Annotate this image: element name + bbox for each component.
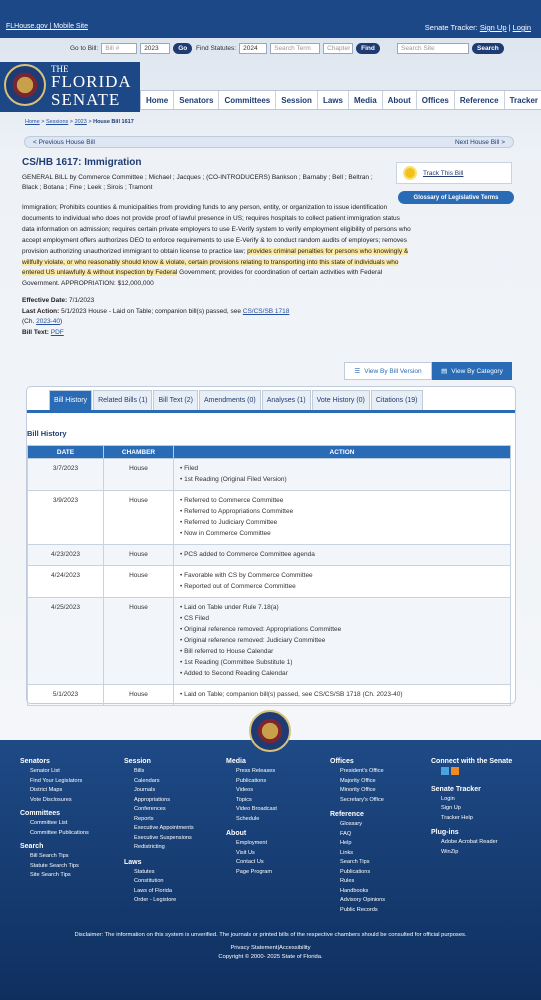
action-item: • Referred to Appropriations Committee — [180, 508, 294, 515]
footer-link[interactable]: Glossary — [340, 821, 363, 827]
footer-link[interactable]: Rules — [340, 878, 355, 884]
search-term-input[interactable]: Search Term — [270, 43, 320, 54]
tab-related-bills[interactable]: Related Bills (1) — [93, 390, 152, 410]
footer-link[interactable]: Public Records — [340, 906, 378, 913]
history-chamber: House — [104, 491, 174, 545]
footer-link[interactable]: Majority Office — [340, 777, 376, 784]
table-row — [28, 566, 511, 598]
nav-home[interactable]: Home — [141, 91, 174, 109]
history-date: 3/7/2023 — [28, 459, 104, 491]
chapter-law-link[interactable]: 2023-40 — [36, 318, 60, 326]
previous-bill-link[interactable]: < Previous House Bill — [33, 139, 95, 146]
nav-laws[interactable]: Laws — [318, 91, 349, 109]
table-row — [28, 598, 511, 685]
history-chamber: House — [104, 566, 174, 598]
site-search-input[interactable]: Search Site — [397, 43, 469, 54]
footer-link[interactable]: Schedule — [236, 815, 260, 822]
bill-tabs-panel — [26, 386, 516, 704]
view-by-version-button[interactable]: ☰ View By Bill Version — [344, 362, 432, 380]
footer-link[interactable]: Sign Up — [441, 805, 461, 811]
action-item: • Laid on Table; companion bill(s) passed, see CS/CS/SB 1718 (Ch. 2023-40) — [180, 691, 403, 698]
senate-seal-icon — [4, 64, 46, 106]
nav-about[interactable]: About — [383, 91, 417, 109]
footer-link[interactable]: Committee List — [30, 820, 68, 826]
breadcrumb: Home > Sessions > 2023 > House Bill 1617 — [25, 119, 134, 125]
footer-link[interactable]: Page Program — [236, 868, 273, 875]
table-header-row — [28, 446, 511, 459]
view-toggle — [344, 362, 512, 380]
privacy-link[interactable]: Privacy Statement|Accessibility — [230, 945, 311, 951]
footer-link[interactable]: President's Office — [340, 768, 384, 774]
page-title: CS/HB 1617: Immigration — [22, 157, 142, 168]
footer-link[interactable]: Order - Legistore — [134, 897, 177, 903]
main-page — [0, 38, 541, 740]
footer-link[interactable]: Redistricting — [134, 844, 165, 850]
site-search-form — [394, 42, 504, 54]
tab-vote-history[interactable]: Vote History (0) — [312, 390, 370, 410]
login-link[interactable]: Login — [512, 23, 531, 32]
table-row — [28, 545, 511, 566]
footer-link[interactable]: Site Search Tips — [30, 872, 71, 878]
footer-link[interactable]: Advisory Opinions — [340, 897, 386, 903]
footer — [0, 740, 541, 1000]
nav-media[interactable]: Media — [349, 91, 383, 109]
footer-link[interactable]: Minority Office — [340, 787, 376, 793]
footer-link[interactable]: Search Tips — [340, 859, 370, 865]
rss-icon[interactable] — [451, 767, 459, 775]
find-button[interactable]: Find — [356, 43, 380, 54]
list-icon: ☰ — [354, 368, 361, 375]
footer-link[interactable]: Statutes — [134, 868, 155, 875]
footer-link[interactable]: Adobe Acrobat Reader — [441, 839, 498, 845]
history-date: 3/9/2023 — [28, 491, 104, 545]
footer-link[interactable]: Contact Us — [236, 859, 264, 865]
history-chamber: House — [104, 545, 174, 566]
footer-link[interactable]: Executive Suspensions — [134, 834, 192, 841]
footer-link[interactable]: Senator List — [30, 768, 60, 774]
footer-link[interactable]: Conferences — [134, 806, 166, 812]
signup-link[interactable]: Sign Up — [479, 23, 507, 32]
tab-bar — [49, 390, 424, 410]
action-item: • Laid on Table under Rule 7.18(a) — [180, 604, 279, 611]
footer-link[interactable]: Executive Appointments — [134, 825, 194, 831]
history-actions — [174, 685, 511, 706]
breadcrumb-sessions[interactable]: Sessions — [45, 119, 69, 125]
main-nav — [140, 90, 541, 110]
bill-meta: Effective Date: 7/1/2023 Last Action: 5/1/2023 House - Laid on Table; companion bill(s) passed, see CS/CS/SB 1718 (Ch. 2023-40) Bill Text: PDF — [22, 297, 290, 337]
go-button[interactable]: Go — [173, 43, 192, 54]
footer-link[interactable]: Committee Publications — [30, 829, 89, 836]
footer-link[interactable]: Tracker Help — [441, 814, 473, 821]
column-header: ACTION — [174, 446, 511, 459]
senate-tracker-links: Senate Tracker: Sign Up | Login — [424, 23, 531, 32]
action-item: • Reported out of Commerce Committee — [180, 583, 296, 590]
footer-link[interactable]: Journals — [134, 787, 156, 793]
column-header: CHAMBER — [104, 446, 174, 459]
footer-link[interactable]: Bill Search Tips — [30, 853, 69, 859]
breadcrumb-home[interactable]: Home — [25, 119, 40, 125]
footer-link[interactable]: Help — [340, 840, 352, 846]
footer-link[interactable]: Vote Disclosures — [30, 796, 72, 803]
chapter-input[interactable]: Chapter — [323, 43, 353, 54]
footer-link[interactable]: Secretary's Office — [340, 796, 384, 803]
footer-link[interactable]: Find Your Legislators — [30, 777, 83, 784]
category-icon: ▤ — [441, 368, 448, 375]
tab-citations[interactable]: Citations (19) — [371, 390, 423, 410]
footer-col-5: Connect with the Senate Senate Tracker Login Sign Up Tracker Help Plug-ins Adobe Acrobat Reader WinZip — [431, 756, 521, 857]
top-bar — [0, 0, 541, 38]
tab-bill-text[interactable]: Bill Text (2) — [153, 390, 198, 410]
history-chamber: House — [104, 685, 174, 706]
top-links[interactable]: FLHouse.gov | Mobile Site — [6, 23, 88, 30]
breadcrumb-year[interactable]: 2023 — [74, 119, 87, 125]
footer-col-2: Session Bills Calendars Journals Appropriations Conferences Reports Executive Appointments Executive Suspensions Redistricting Laws Statutes Constitution Laws of Florida Order - Legistore — [124, 756, 194, 906]
footer-link[interactable]: Laws of Florida — [134, 887, 172, 894]
session-year-select[interactable]: 2023 — [140, 43, 170, 54]
action-item: • 1st Reading (Original Filed Version) — [180, 476, 287, 483]
history-actions — [174, 459, 511, 491]
history-table — [27, 445, 511, 706]
bill-summary: Immigration; Prohibits counties & municipalities from providing funds to any person, entity, or organization to issue identification documents to individual who does not provide proof of lawful presence in US; requires hospitals to collect patient immigration status data information on admission; requires certain private employers to use E-Verify system to verify employment eligibility of persons who accept employment offers authorizes DEO to enforce requirements to use E-Verify & to conduct random audits of employers; removes provision authorizing unauthorized immigrant to obtain license to practice law; provides criminal penalties for persons who knowingly & willfully violate, or who reasonably should know & violate, certain provisions relating to transporting into this state of individuals who entered US unlawfully & without inspection by Federal Government; provides for coordination of certain activities with Federal Government. APPROPRIATION: $12,000,000 — [22, 204, 411, 288]
sun-icon — [403, 166, 417, 180]
history-chamber: House — [104, 598, 174, 685]
breadcrumb-current: House Bill 1617 — [93, 119, 134, 125]
find-statutes-form: Find Statutes: 2024 Search Term Chapter Find — [196, 42, 380, 54]
column-header: DATE — [28, 446, 104, 459]
history-body — [28, 459, 511, 706]
history-actions — [174, 491, 511, 545]
action-item: • Bill referred to House Calendar — [180, 648, 274, 655]
nav-reference[interactable]: Reference — [455, 91, 505, 109]
footer-link[interactable]: Visit Us — [236, 849, 255, 856]
action-item: • Original reference removed: Appropriations Committee — [180, 626, 342, 633]
companion-bill-link[interactable]: CS/CS/SB 1718 — [242, 307, 290, 315]
bill-sponsors: GENERAL BILL by Commerce Committee ; Michael ; Jacques ; (CO-INTRODUCERS) Bankson ; Barnaby ; Bell ; Beltran ; Black ; Botana ; Fine ; Leek ; Sirois ; Tramont — [22, 174, 373, 191]
footer-link[interactable]: Constitution — [134, 878, 164, 884]
statutes-year-select[interactable]: 2024 — [239, 43, 267, 54]
table-row — [28, 491, 511, 545]
action-item: • Referred to Judiciary Committee — [180, 519, 278, 526]
next-bill-link[interactable]: Next House Bill > — [454, 139, 505, 146]
tab-bill-history[interactable]: Bill History — [49, 390, 92, 410]
action-item: • Referred to Commerce Committee — [180, 497, 284, 504]
footer-link[interactable]: Topics — [236, 796, 252, 803]
footer-link[interactable]: Links — [340, 849, 354, 856]
history-date: 4/23/2023 — [28, 545, 104, 566]
history-date: 4/25/2023 — [28, 598, 104, 685]
action-item: • Now in Commerce Committee — [180, 530, 271, 537]
footer-link[interactable]: Calendars — [134, 777, 160, 784]
goto-bill-form: Go to Bill: Bill # 2023 Go — [70, 42, 192, 54]
bill-text-pdf-link[interactable]: PDF — [50, 329, 64, 337]
history-chamber: House — [104, 459, 174, 491]
section-title: Bill History — [27, 429, 67, 438]
glossary-button[interactable]: Glossary of Legislative Terms — [398, 191, 514, 204]
tab-underline — [27, 410, 515, 413]
table-row — [28, 685, 511, 706]
history-actions — [174, 545, 511, 566]
footer-col-1: Senators Senator List Find Your Legislators District Maps Vote Disclosures Committees Committee List Committee Publications Search Bill Search Tips Statute Search Tips Site Search Tips — [20, 756, 89, 881]
highlighted-text: provides criminal penalties for persons who knowingly & willfully violate, or who reasonably should know & violate, certain provisions relating to transporting into this state of individuals who entered US unlawfully & without inspection by Federal — [22, 247, 409, 277]
tab-amendments[interactable]: Amendments (0) — [199, 390, 261, 410]
footer-link[interactable]: Bills — [134, 768, 145, 774]
history-date: 4/24/2023 — [28, 566, 104, 598]
tab-analyses[interactable]: Analyses (1) — [262, 390, 311, 410]
action-item: • PCS added to Commerce Committee agenda — [180, 551, 315, 558]
bill-pager — [24, 136, 514, 148]
footer-link[interactable]: District Maps — [30, 787, 63, 793]
footer-link[interactable]: FAQ — [340, 830, 352, 837]
footer-link[interactable]: Press Releases — [236, 768, 276, 774]
footer-link[interactable]: Login — [441, 795, 455, 802]
action-item: • 1st Reading (Committee Substitute 1) — [180, 659, 293, 666]
bill-number-input[interactable]: Bill # — [101, 43, 137, 54]
footer-link[interactable]: Videos — [236, 787, 254, 793]
history-actions — [174, 598, 511, 685]
nav-offices[interactable]: Offices — [417, 91, 455, 109]
footer-link[interactable]: Employment — [236, 840, 268, 846]
nav-tracker[interactable]: Tracker — [509, 95, 539, 105]
nav-session[interactable]: Session — [276, 91, 318, 109]
social-icons — [431, 767, 521, 780]
footer-link[interactable]: Publications — [340, 868, 371, 875]
history-actions — [174, 566, 511, 598]
footer-link[interactable]: Statute Search Tips — [30, 862, 79, 869]
footer-col-4: Offices President's Office Majority Office Minority Office Secretary's Office Reference Glossary FAQ Help Links Search Tips Publications Rules Handbooks Advisory Opinions Public Records — [330, 756, 385, 915]
search-button[interactable]: Search — [472, 43, 504, 54]
action-item: • CS Filed — [180, 615, 210, 622]
table-row — [28, 459, 511, 491]
footer-link[interactable]: Handbooks — [340, 887, 369, 894]
action-item: • Added to Second Reading Calendar — [180, 670, 288, 677]
footer-seal-icon — [249, 710, 291, 752]
footer-link[interactable]: Appropriations — [134, 796, 171, 803]
footer-col-3: Media Press Releases Publications Videos Topics Video Broadcast Schedule About Employment Visit Us Contact Us Page Program — [226, 756, 277, 877]
action-item: • Filed — [180, 465, 199, 472]
twitter-icon[interactable] — [441, 767, 449, 775]
copyright-text: Copyright © 2000- 2025 State of Florida. — [218, 954, 323, 960]
action-item: • Original reference removed: Judiciary Committee — [180, 637, 326, 644]
footer-link[interactable]: WinZip — [441, 848, 459, 855]
nav-committees[interactable]: Committees — [219, 91, 276, 109]
footer-link[interactable]: Video Broadcast — [236, 806, 277, 812]
senate-logo[interactable]: THE FLORIDA SENATE — [4, 62, 139, 112]
footer-link[interactable]: Reports — [134, 815, 154, 822]
action-item: • Favorable with CS by Commerce Committee — [180, 572, 313, 579]
view-by-category-button[interactable]: ▤ View By Category — [432, 362, 512, 380]
footer-link[interactable]: Publications — [236, 777, 267, 784]
history-date: 5/1/2023 — [28, 685, 104, 706]
disclaimer-text: Disclaimer: The information on this system is unverified. The journals or printed bills of the respective chambers should be consulted for official purposes. — [74, 932, 467, 938]
nav-senators[interactable]: Senators — [174, 91, 219, 109]
track-bill-button[interactable]: Track This Bill — [396, 162, 512, 184]
